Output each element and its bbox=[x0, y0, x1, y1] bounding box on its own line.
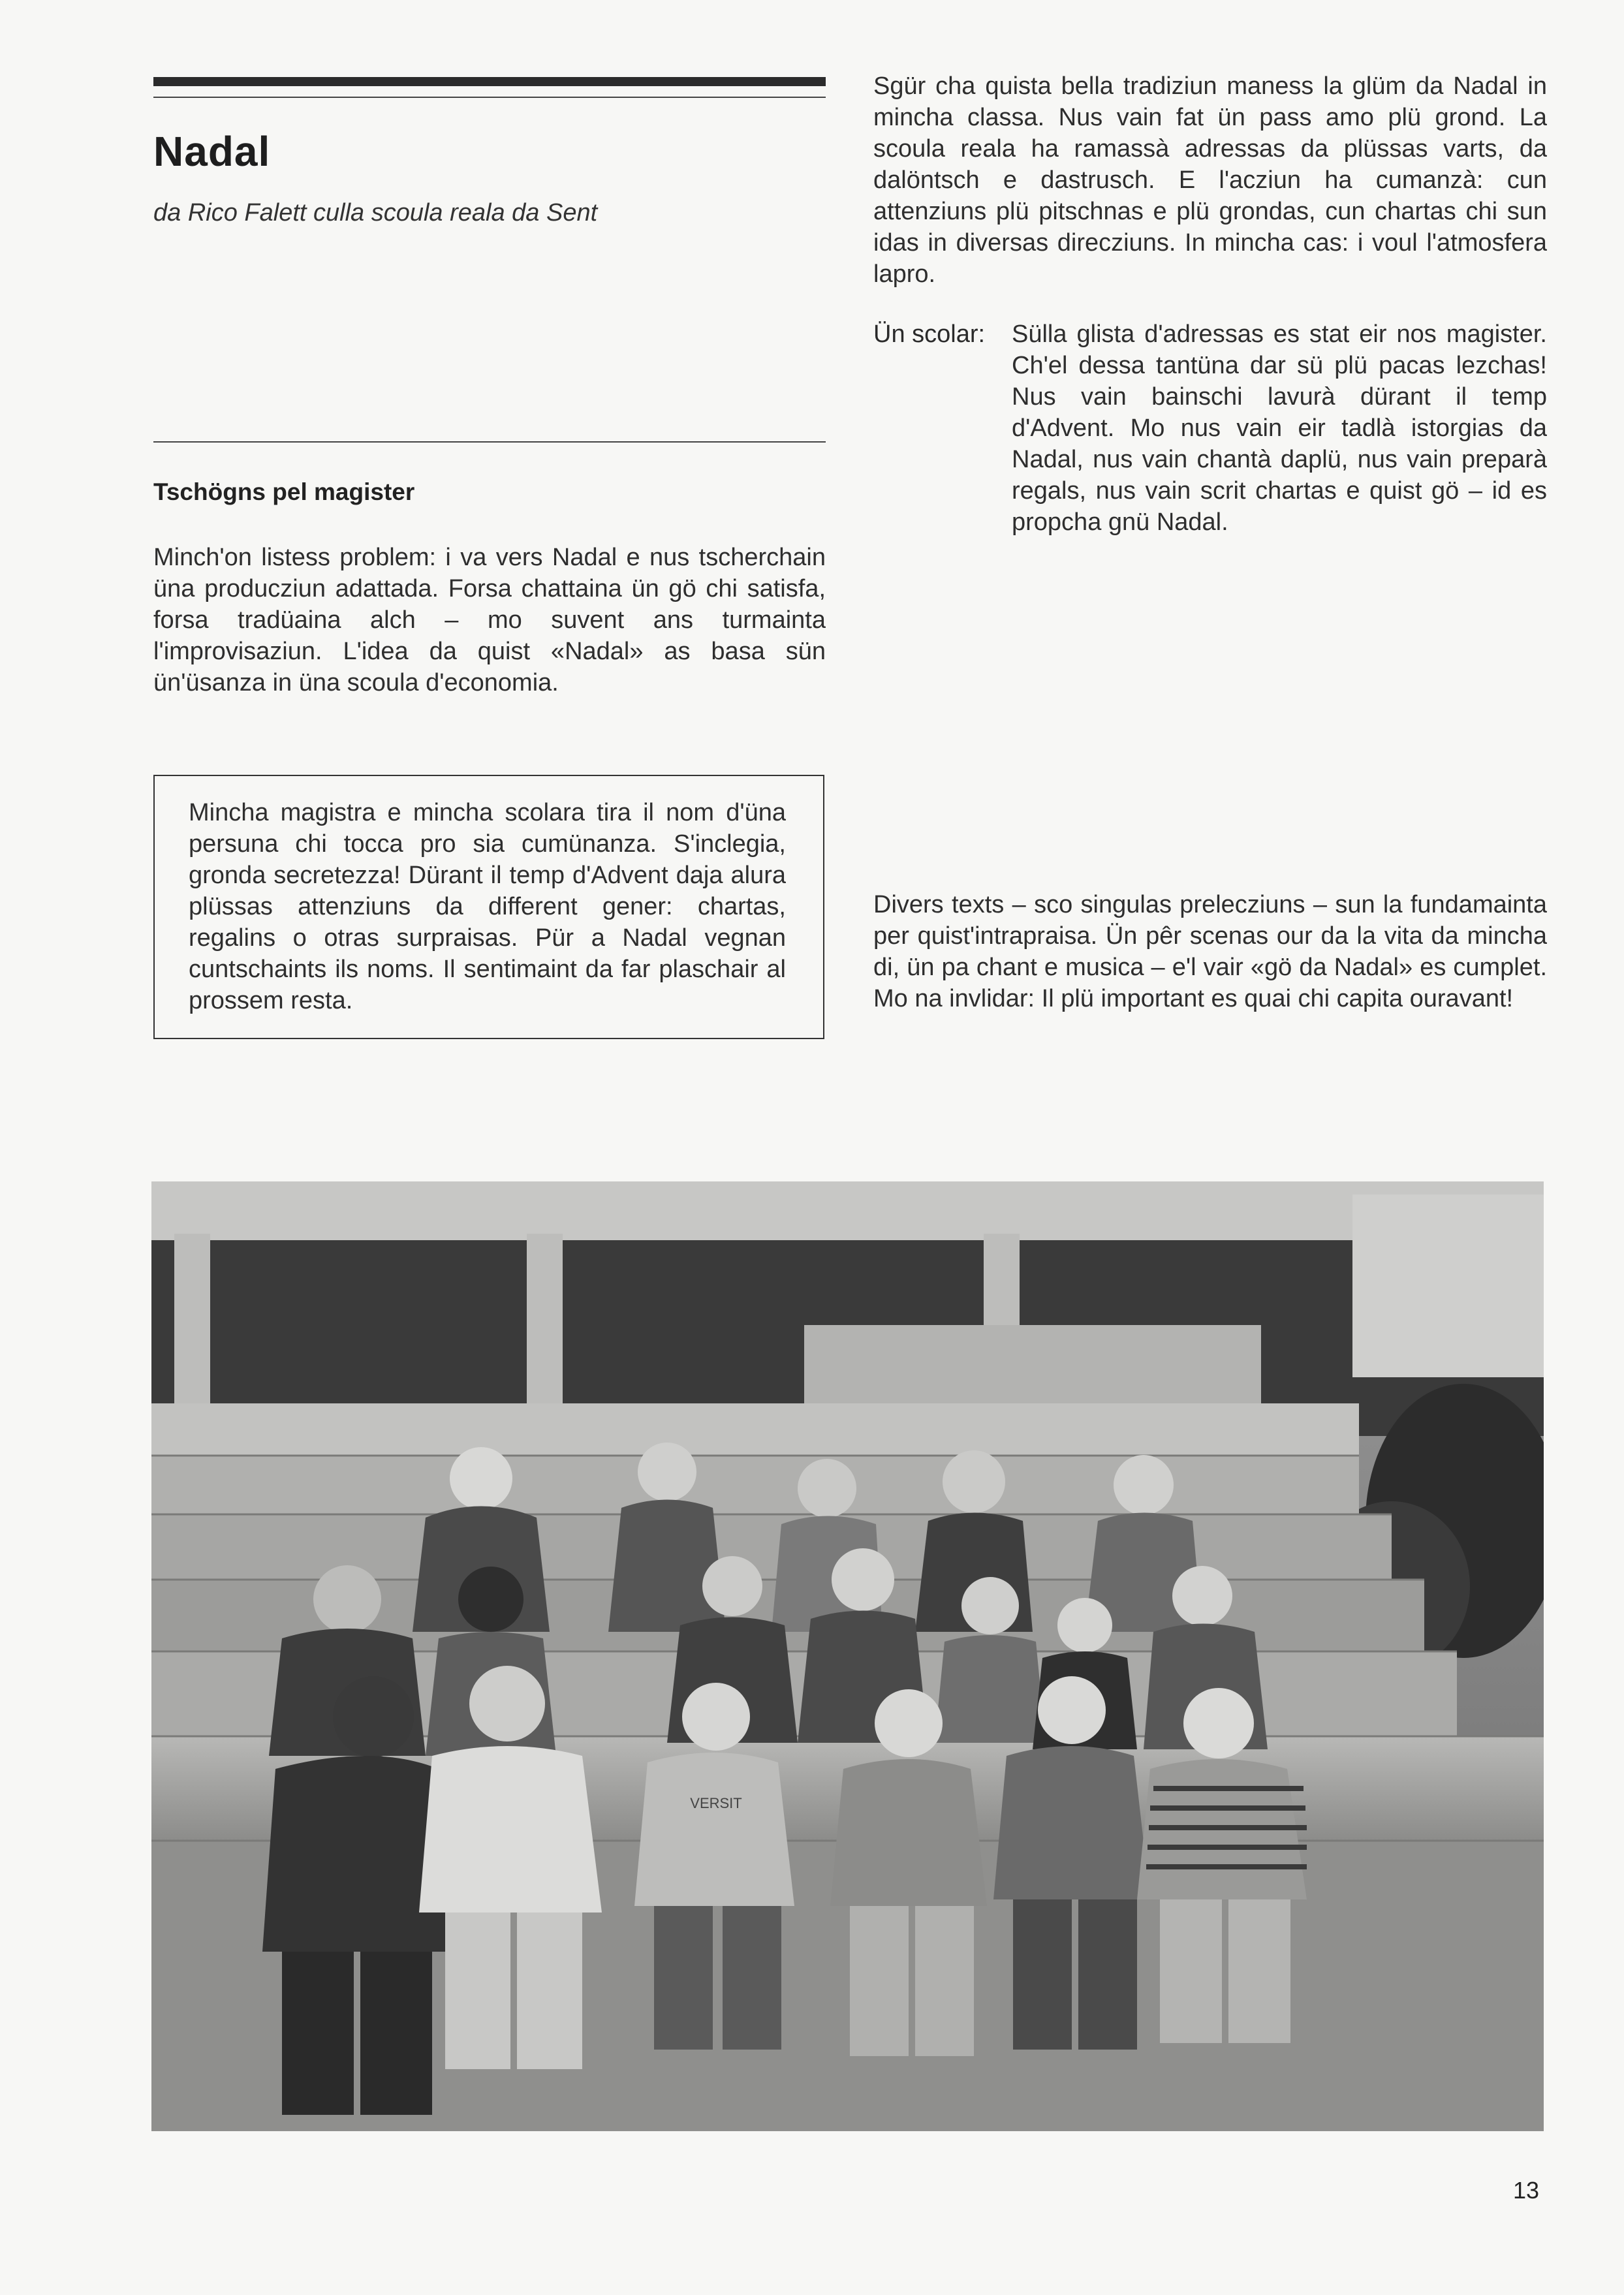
left-paragraph: Minch'on listess problem: i va vers Nadal e nus tscherchain üna producziun adattada. Forsa chattaina ün gö chi satisfa, forsa tradüaina alch – mo suvent ans turmainta l'improvisaziun. L'idea da quist «Nadal» as basa sün ün'üsanza in üna scoula d'economia. bbox=[153, 544, 826, 696]
section-subheading: Tschögns pel magister bbox=[153, 478, 415, 505]
section-divider bbox=[153, 441, 826, 443]
boxed-note bbox=[153, 775, 824, 1039]
right-paragraph-2: Divers texts – sco singulas prelecziuns – sun la fundamainta per quist'intrapraisa. Ün pêr scenas our da la vita da mincha di, ün pa chant e musica – e'l vair «gö da Nadal» es cumplet. Mo na invlidar: Il plü important es quai chi capita ouravant! bbox=[873, 891, 1547, 1012]
class-photo bbox=[151, 1181, 1544, 2131]
right-paragraph-1: Sgür cha quista bella tradiziun maness la glüm da Nadal in mincha classa. Nus vain fat ün pass amo plü grond. La scoula reala ha ramassà adressas da plüssas varts, da dalöntsch e dastrusch. E l'acziun ha cumanzà: cun attenziuns plü pitschnas e plü grondas, cun chartas chi sun idas in diversas direcziuns. In mincha cas: i voul l'atmosfera lapro. bbox=[873, 72, 1547, 288]
student-quote-label: Ün scolar: bbox=[873, 320, 986, 348]
page-number: 13 bbox=[1513, 2177, 1540, 2204]
student-quote-text: Sülla glista d'adressas es stat eir nos magister. Ch'el dessa tantüna dar sü plü pacas lezchas! Nus vain bainschi lavurà dürant il temp d'Advent. Mo nus vain eir tadlà istorgias da Nadal, nus vain chantà daplü, nus vain preparà regals, nus vain scrit chartas e quist gö – id es propcha gnü Nadal. bbox=[1012, 320, 1547, 536]
header-rule-thin bbox=[153, 97, 826, 98]
shirt-print-text: VERSIT bbox=[690, 1795, 742, 1811]
header-rule-thick bbox=[153, 77, 826, 86]
boxed-note-text: Mincha magistra e mincha scolara tira il nom d'üna persuna chi tocca pro sia cumünanza. S'inclegia, gronda secretezza! Dürant il temp d'Advent daja alura plüssas attenziuns da different gener: chartas, regalins o otras surpraisas. Pür a Nadal vegnan cuntschaints ils noms. Il sentimaint da far plaschair al prossem resta. bbox=[189, 799, 786, 1014]
article-byline: da Rico Falett culla scoula reala da Sent bbox=[153, 199, 598, 226]
article-title: Nadal bbox=[153, 128, 271, 175]
